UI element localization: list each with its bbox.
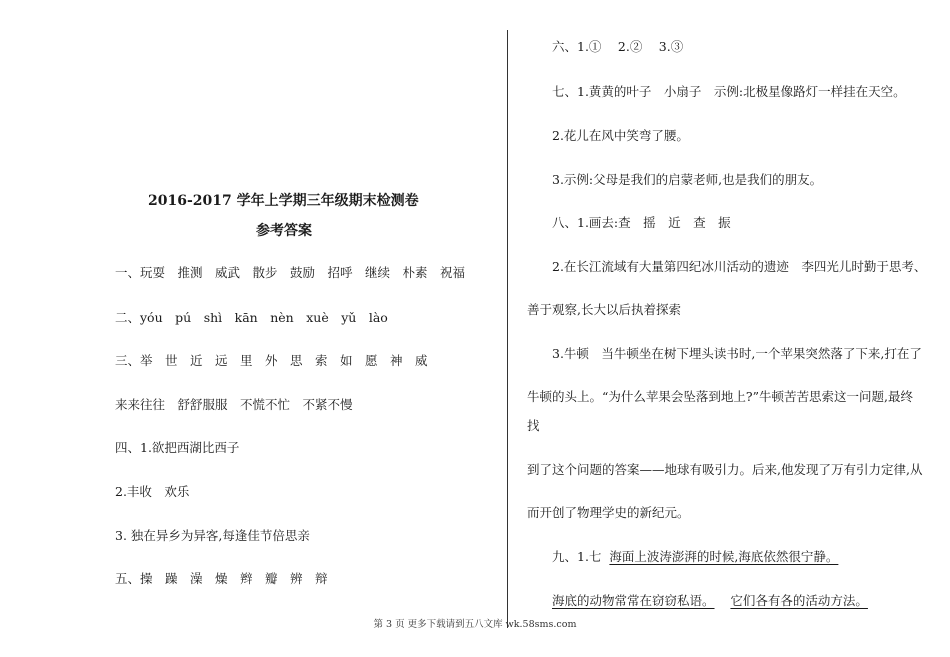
answer-line: 牛顿的头上。“为什么苹果会坠落到地上?”牛顿苦苦思索这一问题,最终 [527,389,913,404]
answer-line: 而开创了物理学史的新纪元。 [527,505,690,520]
page-title: 2016-2017 学年上学期三年级期末检测卷 [148,193,419,209]
answer-line: 六、1.① 2.② 3.③ [552,39,684,54]
page-footer: 第 3 页 更多下载请到五八文库 wk.58sms.com [373,619,577,630]
answer-line: 2.在长江流域有大量第四纪冰川活动的遗迹 李四光儿时勤于思考、 [552,259,927,274]
page-subtitle: 参考答案 [256,223,312,239]
answer-line: 七、1.黄黄的叶子 小扇子 示例:北极星像路灯一样挂在天空。 [552,84,906,99]
q9-underlined-answer: 海面上波涛澎湃的时候,海底依然很宁静。 [609,549,839,564]
answer-line: 2.花儿在风中笑弯了腰。 [552,128,689,143]
answer-line-q9 [552,549,838,565]
answer-line-q9-continued [552,593,868,609]
q9-underlined-answer: 海底的动物常常在窃窃私语。 [552,593,715,608]
answer-line: 善于观察,长大以后执着探索 [527,302,681,317]
answer-line: 到了这个问题的答案——地球有吸引力。后来,他发现了万有引力定律,从 [527,462,923,477]
answer-line: 四、1.欲把西湖比西子 [115,440,240,455]
answer-line: 来来往往 舒舒服服 不慌不忙 不紧不慢 [115,397,353,412]
answer-line: 找 [527,418,540,433]
q9-prefix: 九、1.七 [552,549,602,564]
answer-line: 2.丰收 欢乐 [115,484,190,499]
column-divider [507,30,508,628]
q9-underlined-answer: 它们各有各的活动方法。 [730,593,868,608]
answer-line: 3.牛顿 当牛顿坐在树下埋头读书时,一个苹果突然落了下来,打在了 [552,346,922,361]
answer-line: 3. 独在异乡为异客,每逢佳节倍思亲 [115,528,310,543]
answer-line: 一、玩耍 推测 威武 散步 鼓励 招呼 继续 朴素 祝福 [115,265,466,280]
answer-line: 3.示例:父母是我们的启蒙老师,也是我们的朋友。 [552,172,823,187]
answer-line: 五、操 躁 澡 燥 辫 瓣 辨 辩 [115,571,328,586]
answer-line: 三、举 世 近 远 里 外 思 索 如 愿 神 威 [115,353,428,368]
answer-line: 二、yóu pú shì kān nèn xuè yǔ lào [115,310,388,325]
answer-line: 八、1.画去:查 摇 近 查 振 [552,215,731,230]
